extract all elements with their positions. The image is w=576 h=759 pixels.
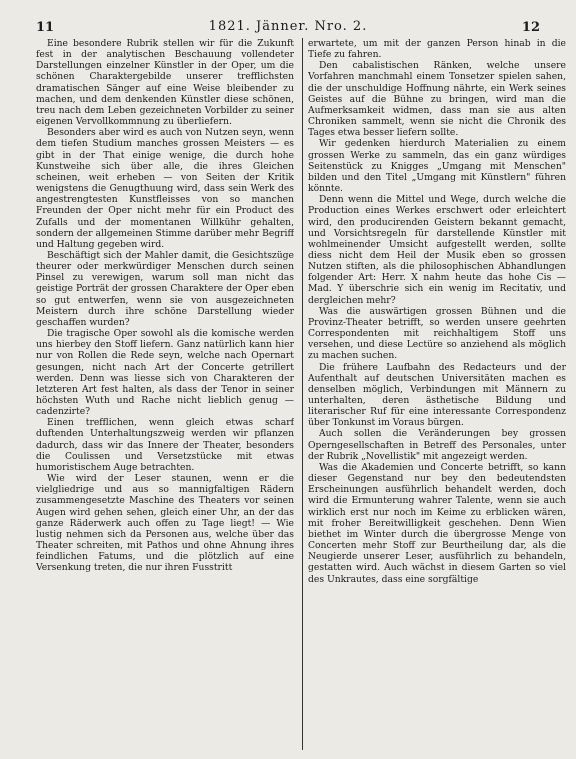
- paragraph: Beschäftigt sich der Mahler damit, die Gesichtszüge theurer oder merkwürdiger Menschen durch seinen Pinsel zu verewigen, warum soll man nicht das geistige Porträt der grossen Charaktere der Oper eben so gut entwerfen, wenn sie von ausgezeichneten Meistern durch ihre schöne Darstellung wieder geschaffen wurden?: [36, 249, 294, 328]
- issue-date-title: 1821. Jänner. Nro. 2.: [208, 19, 368, 34]
- paragraph: Denn wenn die Mittel und Wege, durch welche die Production eines Werkes erschwert oder erleichtert wird, den producirenden Geistern bekannt gemacht, und Vorsichtsregeln für darstellende Künstler mit wohlmeinender Umsicht aufgestellt werden, sollte diess nicht dem Heil der Musik eben so grossen Nutzen stiften, als die philosophischen Abhandlungen folgender Art: Herr. X nahm heute das hohe Cis — Mad. Y überschrie sich ein wenig im Recitativ, und dergleichen mehr?: [308, 194, 566, 306]
- paragraph: Was die Akademien und Concerte betrifft, so kann dieser Gegenstand nur bey den bedeutendsten Erscheinungen ausführlich behandelt werden, doch wird die Ermunterung wahrer Talente, wenn sie auch wirklich erst nur noch im Keime zu erblicken wären, mit froher Bereitwilligkeit geschehen. Denn Wien biethet im Winter durch die übergrosse Menge von Concerten mehr Stoff zur Beurtheilung dar, als die Neugierde unserer Leser, ausführlich zu behandeln, gestatten wird. Auch wächst in diesem Garten so viel des Unkrautes, dass eine sorgfältige: [308, 461, 566, 585]
- paragraph: Die frühere Laufbahn des Redacteurs und der Aufenthalt auf deutschen Universitäten machen es denselben möglich, Verbindungen mit Männern zu unterhalten, deren ästhetische Bildung und literarischer Ruf für eine interessante Correspondenz über Tonkunst im Voraus bürgen.: [308, 361, 566, 429]
- paragraph-continued: erwartete, um mit der ganzen Person hinab in die Tiefe zu fahren.: [308, 38, 566, 61]
- right-column: [308, 38, 566, 750]
- page-number-left: 11: [36, 20, 55, 35]
- page-number-right: 12: [521, 20, 540, 35]
- paragraph: Wie wird der Leser staunen, wenn er die vielgliedrige und aus so mannigfaltigen Rädern zusammengesetzte Maschine des Theaters vor seinen Augen wird gehen sehen, gleich einer Uhr, an der das ganze Räderwerk auch offen zu Tage liegt! — Wie lustig nehmen sich da Personen aus, welche über das Theater schreiten, mit Pathos und ohne Ahnung ihres feindlichen Fatums, und die plötzlich auf eine Versenkung treten, die nur ihren Fusstritt: [36, 473, 294, 574]
- paragraph: Eine besondere Rubrik stellen wir für die Zukunft fest in der analytischen Beschauung vollendeter Darstellungen einzelner Künstler in der Oper, um die schönen Charaktergebilde unserer trefflichsten dramatischen Sänger auf eine Weise bleibender zu machen, und dem denkenden Künstler diese schönen, treu nach dem Leben gezeichneten Vorbilder zu seiner eigenen Vervollkommnung zu überliefern.: [36, 38, 294, 128]
- page-header: [20, 18, 556, 36]
- paragraph: Besonders aber wird es auch von Nutzen seyn, wenn dem tiefen Studium manches grossen Meisters — es gibt in der That einige wenige, die durch hohe Kunstweihe sich über alle, die ihres Gleichen scheinen, weit erheben — von Seiten der Kritik wenigstens die Genugthuung wird, dass sein Werk des angestrengtesten Kunstfleisses von so manchen Freunden der Oper nicht mehr für ein Product des Zufalls und der momentanen Willkühr gehalten, sondern der allgemeinen Stimme darüber mehr Begriff und Haltung gegeben wird.: [36, 127, 294, 250]
- paragraph: Einen trefflichen, wenn gleich etwas scharf duftenden Unterhaltungszweig werden wir pflanzen dadurch, dass wir das Innere der Theater, besonders die Coulissen und Versetzstücke mit etwas humoristischem Auge betrachten.: [36, 417, 294, 473]
- paragraph: Wir gedenken hierdurch Materialien zu einem grossen Werke zu sammeln, das ein ganz würdiges Seitenstück zu Knigges „Umgang mit Menschen" bilden und den Titel „Umgang mit Künstlern" führen könnte.: [308, 138, 566, 195]
- text-columns: [36, 38, 566, 752]
- paragraph: Was die auswärtigen grossen Bühnen und die Provinz-Theater betrifft, so werden unsere geehrten Correspondenten mit reichhaltigem Stoff uns versehen, und diese Lectüre so anziehend als möglich zu machen suchen.: [308, 305, 566, 362]
- paragraph: Die tragische Oper sowohl als die komische werden uns hierbey den Stoff liefern. Ganz natürlich kann hier nur von Rollen die Rede seyn, welche nach Opernart gesungen, nicht nach Art der Concerte getrillert werden. Denn was liesse sich von Charakteren der letzteren Art fest halten, als dass der Tenor in seiner höchsten Wuth und Rache nicht lieblich genug — cadenzirte?: [36, 328, 294, 418]
- paragraph: Den cabalistischen Ränken, welche unsere Vorfahren manchmahl einem Tonsetzer spielen sahen, die der unschuldige Hoffnung nährte, ein Werk seines Geistes auf die Bühne zu bringen, wird man die Aufmerksamkeit widmen, dass man sie aus alten Chroniken sammelt, wenn sie nicht die Chronik des Tages etwa besser liefern sollte.: [308, 60, 566, 139]
- column-divider: [302, 38, 303, 750]
- paragraph: Auch sollen die Veränderungen bey grossen Operngesellschaften in Betreff des Personales, unter der Rubrik „Novellistik" mit angezeigt werden.: [308, 428, 566, 462]
- left-column: [36, 38, 294, 750]
